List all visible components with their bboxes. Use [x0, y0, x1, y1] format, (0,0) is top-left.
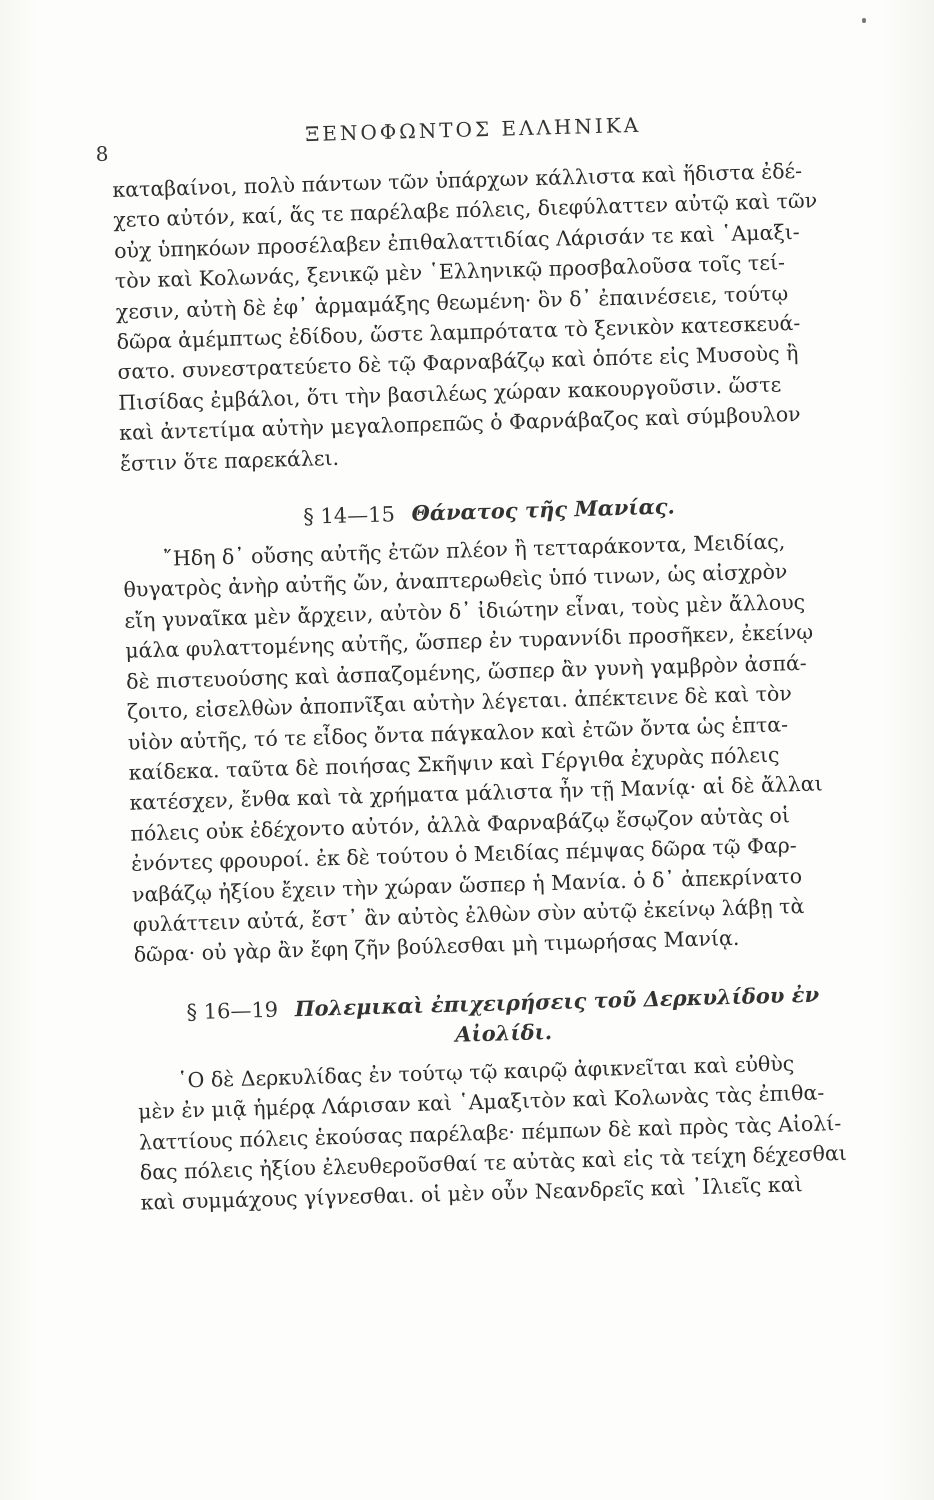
paragraph-2: ῎Ηδη δ᾽ οὔσης αὐτῆς ἐτῶν πλέον ἢ τετταράκοντα, Μειδίας, θυγατρὸς ἀνὴρ αὐτῆς ὤν, ἀναπτερωθεὶς ὑπό τινων, ὡς αἰσχρὸν εἴη γυναῖκα μὲν ἄρχειν, αὐτὸν δ᾽ ἰδιώτην εἶναι, τοὺς μὲν ἄλλους μάλα φυλαττομένης αὐτῆς, ὥσπερ ἐν τυραννίδι προσῆκεν, ἐκείνῳ δὲ πιστευούσης καὶ ἀσπαζομένης, ὥσπερ ἂν γυνὴ γαμβρὸν ἀσπά- ζοιτο, εἰσελθὼν ἀποπνῖξαι αὐτὴν λέγεται. ἀπέκτεινε δὲ καὶ τὸν υἱὸν αὐτῆς, τό τε εἶδος ὄντα πάγκαλον καὶ ἐτῶν ὄντα ὡς ἑπτα- καίδεκα. ταῦτα δὲ ποιήσας Σκῆψιν καὶ Γέργιθα ἐχυρὰς πόλεις κατέσχεν, ἔνθα καὶ τὰ χρήματα μάλιστα ἦν τῇ Μανίᾳ· αἱ δὲ ἄλλαι πόλεις οὐκ ἐδέχοντο αὐτόν, ἀλλὰ Φαρναβάζῳ ἔσῳζον αὐτὰς οἱ ἐνόντες φρουροί. ἐκ δὲ τούτου ὁ Μειδίας πέμψας δῶρα τῷ Φαρ- ναβάζῳ ἠξίου ἔχειν τὴν χώραν ὥσπερ ἡ Μανία. ὁ δ᾽ ἀπεκρίνατο φυλάττειν αὐτά, ἔστ᾽ ἂν αὐτὸς ἐλθὼν σὺν αὐτῷ ἐκείνῳ λάβῃ τὰ δῶρα· οὐ γὰρ ἂν ἔφη ζῆν βούλεσθαι μὴ τιμωρήσας Μανίᾳ.: [123, 529, 823, 968]
page-speck: [862, 18, 866, 23]
section-number: § 14—15: [302, 502, 396, 529]
paragraph-1: καταβαίνοι, πολὺ πάντων τῶν ὑπάρχων κάλλιστα καὶ ἥδιστα ἐδέ- χετο αὐτόν, καί, ἅς τε παρέλαβε πόλεις, διεφύλαττεν αὐτῷ καὶ τῶν οὐχ ὑπηκόων προσέλαβεν ἐπιθαλαττιδίας Λάρισάν τε καὶ ῾Αμαξι- τὸν καὶ Κολωνάς, ξενικῷ μὲν ῾Ελληνικῷ προσβαλοῦσα τοῖς τεί- χεσιν, αὐτὴ δὲ ἐφ᾽ ἁρμαμάξης θεωμένη· ὃν δ᾽ ἐπαινέσειε, τούτῳ δῶρα ἀμέμπτως ἐδίδου, ὥστε λαμπρότατα τὸ ξενικὸν κατεσκευά- σατο. συνεστρατεύετο δὲ τῷ Φαρναβάζῳ καὶ ὁπότε εἰς Μυσοὺς ἢ Πισίδας ἐμβάλοι, ὅτι τὴν βασιλέως χώραν κακουργοῦσιν. ὥστε καὶ ἀντετίμα αὐτὴν μεγαλοπρεπῶς ὁ Φαρνάβαζος καὶ σύμβουλον ἔστιν ὅτε παρεκάλει.: [112, 158, 818, 476]
page-number: 8: [95, 141, 109, 166]
paragraph-3: ῾Ο δὲ Δερκυλίδας ἐν τούτῳ τῷ καιρῷ ἀφικνεῖται καὶ εὐθὺς μὲν ἐν μιᾷ ἡμέρᾳ Λάρισαν καὶ ῾Αμαξιτὸν καὶ Κολωνὰς τὰς ἐπιθα- λαττίους πόλεις ἑκούσας παρέλαβε· πέμπων δὲ καὶ πρὸς τὰς Αἰολί- δας πόλεις ἠξίου ἐλευθεροῦσθαί τε αὐτὰς καὶ εἰς τὰ τείχη δέχεσθαι καὶ συμμάχους γίγνεσθαι. οἱ μὲν οὖν Νεανδρεῖς καὶ ᾿Ιλιεῖς καὶ: [137, 1051, 848, 1215]
section-heading-16-19: [135, 978, 871, 1058]
page-header: [95, 107, 855, 166]
section-title: Θάνατος τῆς Μανίας.: [411, 493, 676, 526]
page-body: [112, 154, 876, 1218]
running-title: ΞΕΝΟΦΩΝΤΟΣ ΕΛΛΗΝΙΚΑ: [304, 112, 642, 147]
section-title: Πολεμικαὶ ἐπιχειρήσεις τοῦ Δερκυλίδου ἐν Αἰολίδι.: [294, 981, 820, 1047]
section-number: § 16—19: [186, 997, 279, 1024]
